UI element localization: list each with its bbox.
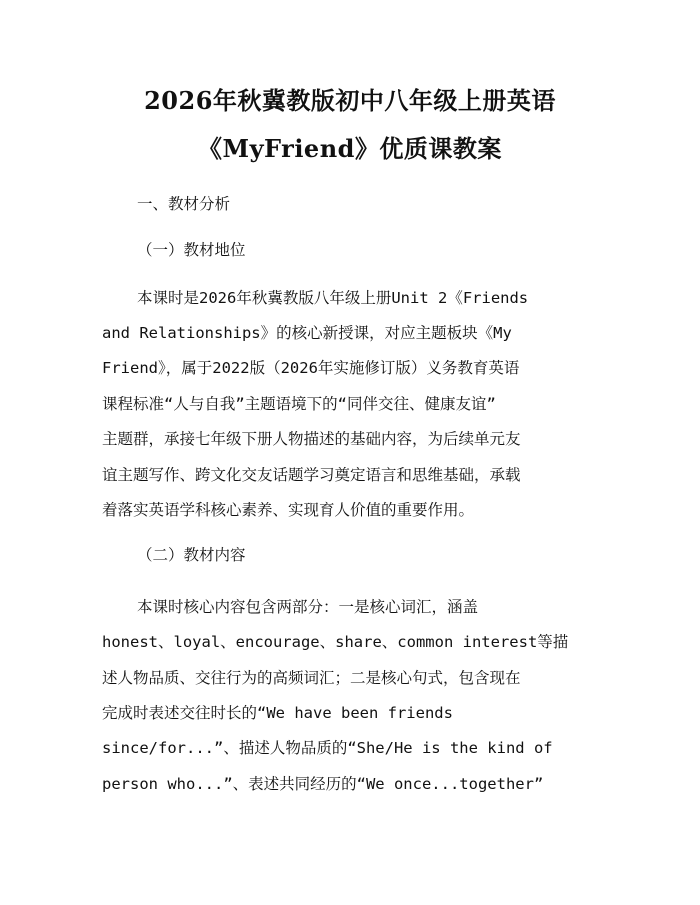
paragraph-line: 课程标准“人与自我”主题语境下的“同伴交往、健康友谊” (102, 395, 496, 413)
paragraph-line: 完成时表述交往时长的“We have been friends (102, 704, 453, 722)
paragraph-line: 述人物品质、交往行为的高频词汇；二是核心句式，包含现在 (102, 669, 521, 687)
paragraph-line: since/for...”、描述人物品质的“She/He is the kind of (102, 739, 553, 757)
paragraph-line: 谊主题写作、跨文化交友话题学习奠定语言和思维基础，承载 (102, 466, 521, 484)
paragraph-line: person who...”、表述共同经历的“We once...together” (102, 775, 544, 793)
paragraph-line: Friend》，属于2022版（2026年实施修订版）义务教育英语 (102, 359, 520, 377)
document-title-line-2: 《MyFriend》优质课教案 (198, 134, 502, 163)
paragraph-line: and Relationships》的核心新授课，对应主题板块《My (102, 324, 512, 342)
paragraph-line: 本课时核心内容包含两部分：一是核心词汇，涵盖 (137, 598, 479, 616)
paragraph-line: 主题群，承接七年级下册人物描述的基础内容，为后续单元友 (102, 430, 521, 448)
paragraph-line: 本课时是2026年秋冀教版八年级上册Unit 2《Friends (137, 289, 529, 307)
subsection-heading-textbook-content: （二）教材内容 (137, 546, 246, 564)
paragraph-line: honest、loyal、encourage、share、common interest等描 (102, 633, 569, 651)
paragraph-line: 着落实英语学科核心素养、实现育人价值的重要作用。 (102, 501, 475, 519)
document-title-line-1: 2026年秋冀教版初中八年级上册英语 (144, 86, 556, 115)
section-heading-textbook-analysis: 一、教材分析 (137, 195, 231, 213)
subsection-heading-textbook-position: （一）教材地位 (137, 241, 246, 259)
